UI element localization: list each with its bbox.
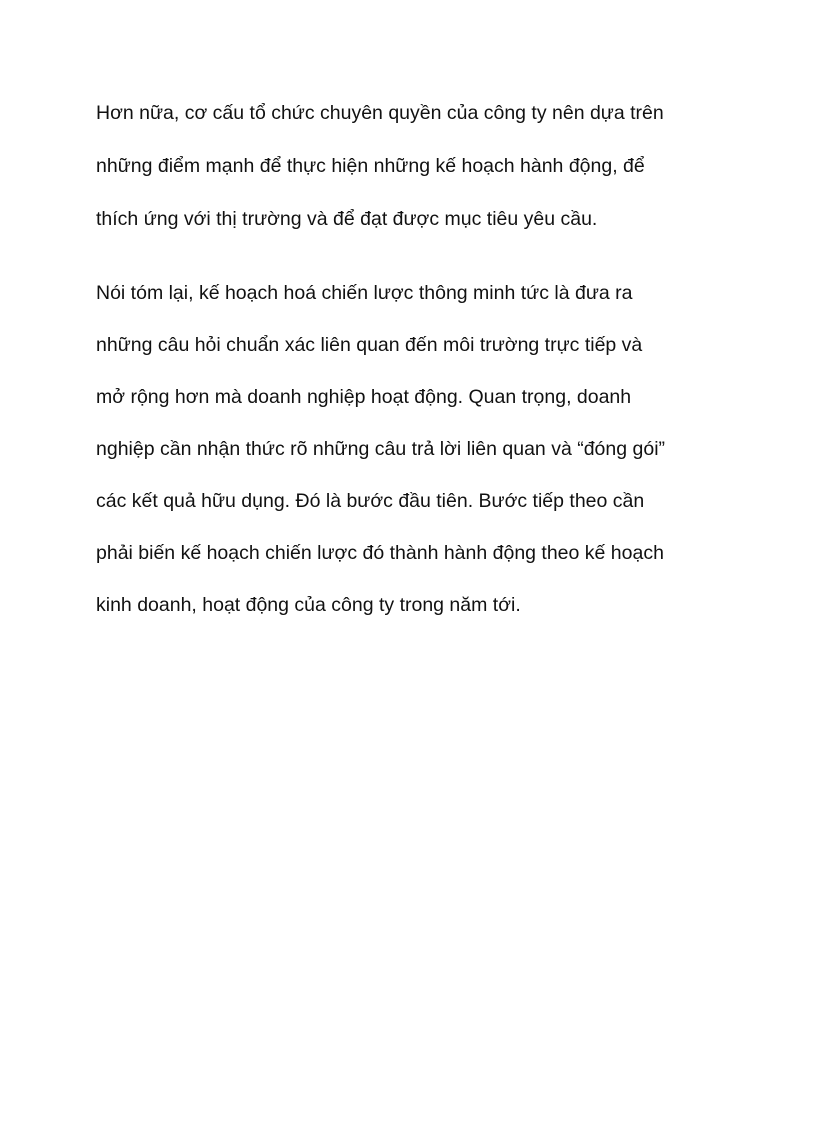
paragraph-line: Hơn nữa, cơ cấu tổ chức chuyên quyền của công ty nên dựa trên [96, 102, 664, 124]
paragraph-line: những câu hỏi chuẩn xác liên quan đến môi trường trực tiếp và [96, 334, 643, 356]
paragraph-line: phải biến kế hoạch chiến lược đó thành hành động theo kế hoạch [96, 542, 664, 564]
paragraph-line: các kết quả hữu dụng. Đó là bước đầu tiên. Bước tiếp theo cần [96, 490, 645, 512]
paragraph-line: những điểm mạnh để thực hiện những kế hoạch hành động, để [96, 155, 645, 177]
paragraph-line: thích ứng với thị trường và để đạt được mục tiêu yêu cầu. [96, 208, 598, 230]
paragraph-line: Nói tóm lại, kế hoạch hoá chiến lược thông minh tức là đưa ra [96, 282, 633, 304]
paragraph-line: kinh doanh, hoạt động của công ty trong năm tới. [96, 594, 521, 616]
paragraph-line: mở rộng hơn mà doanh nghiệp hoạt động. Quan trọng, doanh [96, 386, 632, 408]
paragraph-line: nghiệp cần nhận thức rõ những câu trả lời liên quan và “đóng gói” [96, 438, 666, 460]
